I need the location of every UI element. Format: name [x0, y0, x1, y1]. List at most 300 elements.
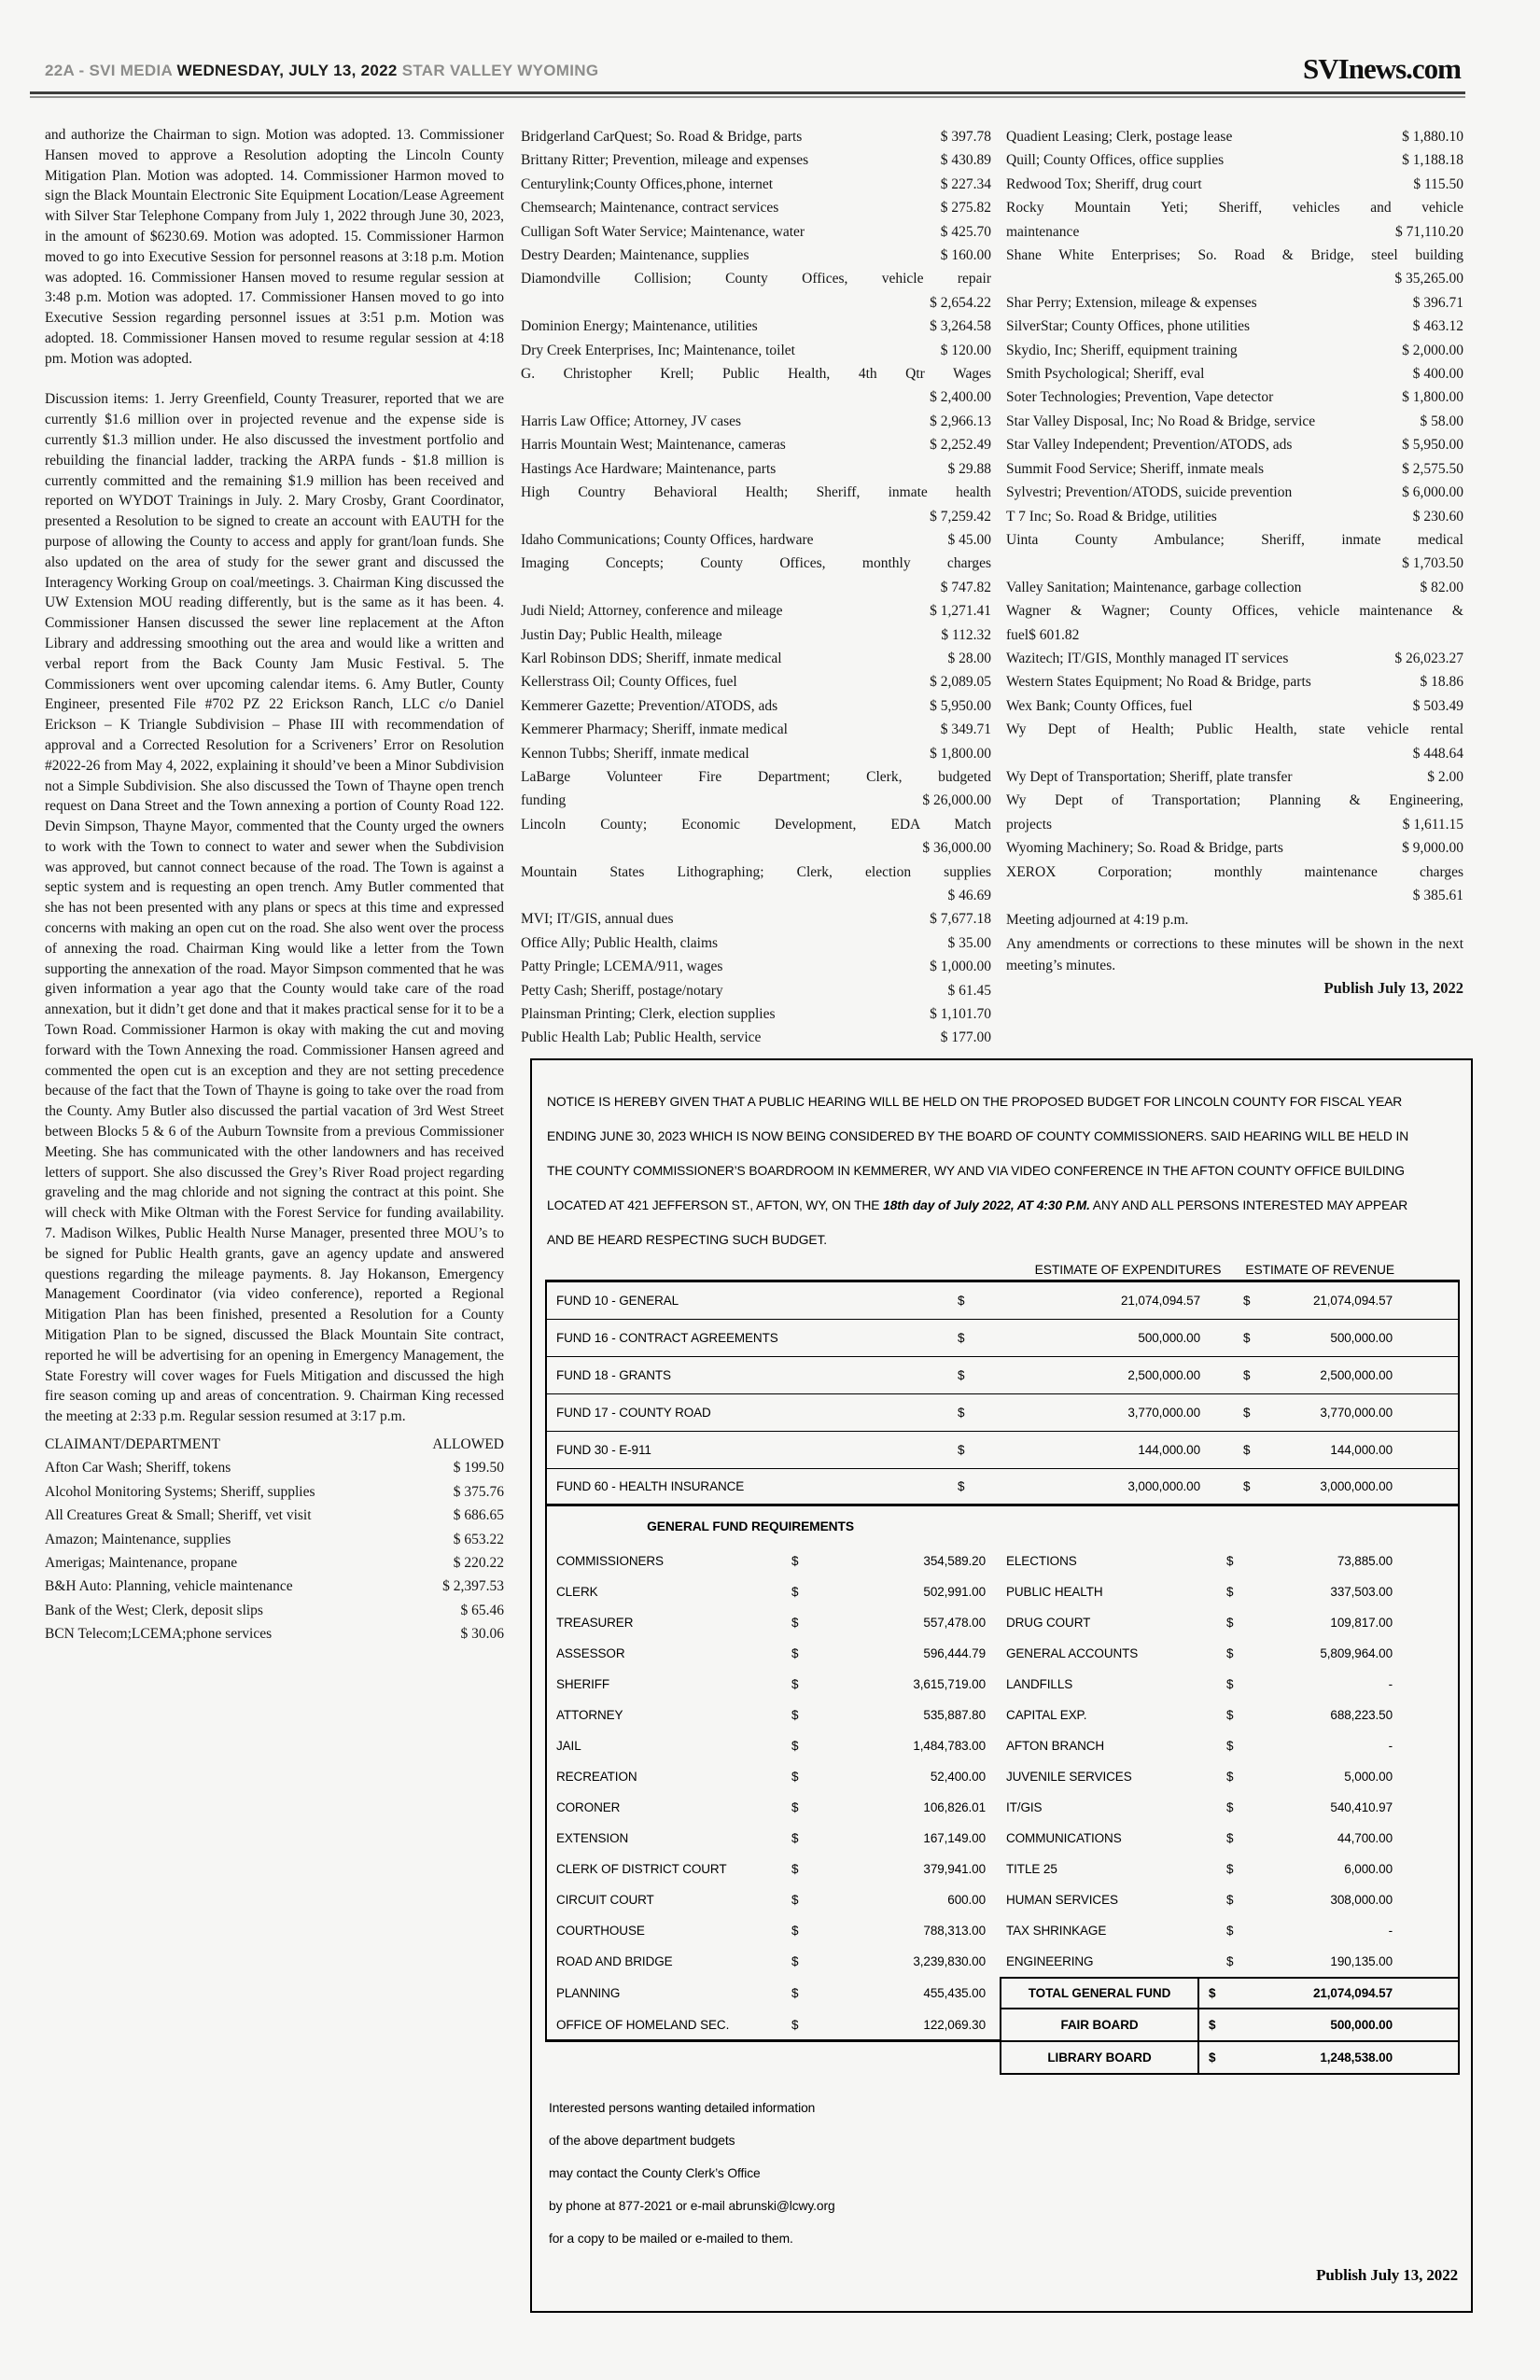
claim-name: Plainsman Printing; Clerk, election supplies — [521, 1006, 776, 1023]
claim-amount: $ 375.76 — [453, 1483, 504, 1500]
claim-amount: $ 7,677.18 — [930, 911, 991, 928]
department-label-right: ENGINEERING — [1006, 1954, 1094, 1968]
claim-amount: $ 3,264.58 — [930, 318, 991, 335]
dollar-sign: $ — [791, 1554, 799, 1568]
department-amount-left: 502,991.00 — [923, 1585, 986, 1599]
department-label-left: COURTHOUSE — [556, 1924, 645, 1938]
department-row — [545, 1669, 1458, 1700]
claim-name: Western States Equipment; No Road & Bridge, parts — [1006, 674, 1311, 691]
department-label-left: EXTENSION — [556, 1831, 629, 1845]
claim-name: Chemsearch; Maintenance, contract services — [521, 200, 779, 217]
claim-amount: $ 747.82 — [940, 579, 991, 595]
department-amount-left: 379,941.00 — [923, 1862, 986, 1876]
region-label: STAR VALLEY WYOMING — [401, 62, 599, 79]
fund-expenditure: 21,074,094.57 — [1120, 1294, 1200, 1308]
claim-name: Harris Mountain West; Maintenance, cameras — [521, 437, 786, 454]
claim-name: Brittany Ritter; Prevention, mileage and expenses — [521, 152, 809, 169]
claim-amount: $ 29.88 — [947, 460, 991, 477]
claim-amount: $ 9,000.00 — [1402, 840, 1463, 857]
department-label-right: TAX SHRINKAGE — [1006, 1924, 1107, 1938]
department-amount-right: - — [1388, 1677, 1393, 1691]
department-label-left: JAIL — [556, 1739, 581, 1753]
general-fund-requirements-title: GENERAL FUND REQUIREMENTS — [647, 1519, 854, 1533]
dollar-sign: $ — [1226, 1893, 1234, 1907]
claim-name: MVI; IT/GIS, annual dues — [521, 911, 674, 928]
department-amount-right: 688,223.50 — [1330, 1708, 1393, 1722]
dollar-sign: $ — [1243, 1368, 1251, 1382]
fund-revenue: 3,770,000.00 — [1320, 1406, 1393, 1420]
claim-amount: $ 61.45 — [947, 982, 991, 999]
claim-name: Harris Law Office; Attorney, JV cases — [521, 413, 742, 429]
fund-expenditure: 3,000,000.00 — [1127, 1479, 1200, 1493]
claim-amount: $ 2,966.13 — [930, 413, 991, 429]
dollar-sign: $ — [1243, 1443, 1251, 1457]
dollar-sign: $ — [1209, 2051, 1216, 2065]
contact-line: may contact the County Clerk’s Office — [549, 2166, 761, 2180]
claim-row — [521, 267, 991, 315]
department-amount-left: 535,887.80 — [923, 1708, 986, 1722]
claim-name: Wex Bank; County Offices, fuel — [1006, 697, 1193, 714]
claim-amount: $ 2,252.49 — [930, 437, 991, 454]
claim-name: Star Valley Independent; Prevention/ATODS, ads — [1006, 437, 1293, 454]
claim-amount: $ 1,000.00 — [930, 959, 991, 975]
claim-name: Afton Car Wash; Sheriff, tokens — [45, 1460, 231, 1477]
claim-name: Mountain States Lithographing; Clerk, election supplies — [521, 863, 991, 880]
claim-name: Karl Robinson DDS; Sheriff, inmate medical — [521, 650, 782, 666]
claim-amount: $ 1,101.70 — [930, 1006, 991, 1023]
department-amount-left: 106,826.01 — [923, 1800, 986, 1814]
claim-row — [1006, 457, 1463, 481]
dollar-sign: $ — [1226, 1585, 1234, 1599]
notice-paragraph — [539, 1085, 1424, 1257]
fund-expenditure: 2,500,000.00 — [1127, 1368, 1200, 1382]
department-label-right: IT/GIS — [1006, 1800, 1043, 1814]
dollar-sign: $ — [958, 1331, 965, 1345]
claim-row — [521, 173, 991, 196]
department-label-right: JUVENILE SERVICES — [1006, 1770, 1132, 1784]
department-label-left: ASSESSOR — [556, 1646, 625, 1660]
column-minutes — [45, 125, 504, 1646]
fund-label: FUND 18 - GRANTS — [556, 1368, 671, 1382]
fund-label: FUND 60 - HEALTH INSURANCE — [556, 1479, 745, 1493]
department-label-left: RECREATION — [556, 1770, 637, 1784]
claim-amount: $ 2,089.05 — [930, 674, 991, 691]
department-row — [545, 1915, 1458, 1946]
claim-name-cont: projects — [1006, 816, 1053, 833]
claim-row — [521, 931, 991, 955]
department-row — [545, 1854, 1458, 1884]
claim-name: Wy Dept of Transportation; Sheriff, plate transfer — [1006, 768, 1293, 785]
claim-amount: $ 275.82 — [940, 200, 991, 217]
claim-amount: $ 30.06 — [460, 1626, 504, 1643]
claim-amount: $ 1,800.00 — [930, 745, 991, 762]
dollar-sign: $ — [791, 1739, 799, 1753]
department-row — [545, 1823, 1458, 1854]
claim-name: Idaho Communications; County Offices, hardware — [521, 531, 814, 548]
department-label-right: COMMUNICATIONS — [1006, 1831, 1122, 1845]
claim-name: Justin Day; Public Health, mileage — [521, 626, 722, 643]
claim-name: Wagner & Wagner; County Offices, vehicle maintenance & — [1006, 603, 1463, 620]
department-amount-right: 44,700.00 — [1337, 1831, 1393, 1845]
department-row — [545, 1638, 1458, 1669]
claimant-list — [45, 1433, 504, 1646]
dollar-sign: $ — [1209, 2018, 1216, 2032]
claim-amount: $ 1,703.50 — [1402, 555, 1463, 572]
claim-row — [1006, 528, 1463, 576]
claim-name: LaBarge Volunteer Fire Department; Clerk, budgeted — [521, 768, 991, 785]
department-label-left: OFFICE OF HOMELAND SEC. — [556, 2017, 730, 2032]
claim-amount: $ 227.34 — [940, 175, 991, 192]
dollar-sign: $ — [791, 1770, 799, 1784]
funds-section — [545, 1282, 1458, 1506]
department-label-left: CLERK — [556, 1585, 598, 1599]
claim-row — [521, 148, 991, 172]
claim-amount: $ 28.00 — [947, 650, 991, 666]
claim-row — [45, 1504, 504, 1527]
fund-row — [545, 1320, 1458, 1357]
claim-amount: $ 230.60 — [1412, 508, 1463, 525]
claim-row — [1006, 148, 1463, 172]
department-label-left: SHERIFF — [556, 1677, 610, 1691]
fund-row — [545, 1432, 1458, 1469]
claim-amount: $ 2.00 — [1427, 768, 1463, 785]
claim-amount: $ 1,188.18 — [1402, 152, 1463, 169]
claim-name: Alcohol Monitoring Systems; Sheriff, supplies — [45, 1483, 315, 1500]
claim-row — [1006, 836, 1463, 860]
claim-row — [521, 362, 991, 410]
dollar-sign: $ — [791, 1893, 799, 1907]
claim-row — [45, 1480, 504, 1504]
claim-amount: $ 2,575.50 — [1402, 460, 1463, 477]
claim-amount: $ 199.50 — [453, 1460, 504, 1477]
claim-amount: $ 36,000.00 — [922, 840, 991, 857]
department-amount-left: 455,435.00 — [923, 1986, 986, 2000]
table-left-border — [545, 1282, 547, 2042]
claim-row — [521, 457, 991, 481]
claim-amount: $ 7,259.42 — [930, 508, 991, 525]
claim-row — [521, 481, 991, 528]
fund-revenue: 2,500,000.00 — [1320, 1368, 1393, 1382]
claim-name: Patty Pringle; LCEMA/911, wages — [521, 959, 723, 975]
claim-row — [1006, 694, 1463, 718]
claim-amount: $ 220.22 — [453, 1555, 504, 1572]
claim-amount: $ 5,950.00 — [1402, 437, 1463, 454]
claim-name: Dry Creek Enterprises, Inc; Maintenance, toilet — [521, 342, 795, 358]
claims-col1 — [45, 1456, 504, 1645]
dollar-sign: $ — [958, 1443, 965, 1457]
fund-label: FUND 17 - COUNTY ROAD — [556, 1406, 711, 1420]
claim-name: Redwood Tox; Sheriff, drug court — [1006, 175, 1202, 192]
claim-name: Star Valley Disposal, Inc; No Road & Bridge, service — [1006, 413, 1316, 429]
claim-amount: $ 71,110.20 — [1394, 223, 1463, 240]
claim-amount: $ 160.00 — [940, 247, 991, 264]
claim-amount: $ 1,880.10 — [1402, 129, 1463, 145]
department-amount-right: 190,135.00 — [1330, 1954, 1393, 1968]
claim-name: Dominion Energy; Maintenance, utilities — [521, 318, 758, 335]
claim-amount: $ 112.32 — [941, 626, 991, 643]
page-number: 22A - SVI MEDIA — [45, 62, 173, 79]
department-row — [545, 1792, 1458, 1823]
claim-amount: $ 177.00 — [940, 1029, 991, 1046]
dollar-sign: $ — [791, 2017, 799, 2032]
department-row — [545, 1946, 1458, 1977]
claim-row — [1006, 315, 1463, 338]
budget-table — [545, 1280, 1460, 2075]
hearing-datetime: 18th day of July 2022, AT 4:30 P.M. — [883, 1198, 1090, 1212]
claim-name: Imaging Concepts; County Offices, monthly charges — [521, 555, 991, 572]
contact-line: Interested persons wanting detailed information — [549, 2101, 816, 2115]
claim-row — [521, 861, 991, 908]
claim-name: T 7 Inc; So. Road & Bridge, utilities — [1006, 508, 1217, 525]
dollar-sign: $ — [791, 1924, 799, 1938]
dollar-sign: $ — [958, 1406, 965, 1420]
dollar-sign: $ — [1226, 1831, 1234, 1845]
claim-name: Valley Sanitation; Maintenance, garbage collection — [1006, 579, 1302, 595]
dollar-sign: $ — [958, 1294, 965, 1308]
department-amount-left: 3,239,830.00 — [913, 1954, 986, 1968]
summary-amount: 1,248,538.00 — [1320, 2051, 1393, 2065]
claim-amount: $ 35.00 — [947, 934, 991, 951]
claim-amount: $ 26,000.00 — [922, 792, 991, 809]
fund-label: FUND 10 - GENERAL — [556, 1294, 679, 1308]
claim-amount: $ 430.89 — [940, 152, 991, 169]
claim-row — [521, 647, 991, 670]
claim-row — [521, 623, 991, 647]
claim-row — [521, 670, 991, 693]
claim-row — [521, 196, 991, 219]
claim-name: Quill; County Offices, office supplies — [1006, 152, 1225, 169]
dollar-sign: $ — [1226, 1677, 1234, 1691]
dollar-sign: $ — [1226, 1616, 1234, 1630]
claim-amount: $ 6,000.00 — [1402, 484, 1463, 501]
department-amount-right: 5,809,964.00 — [1320, 1646, 1393, 1660]
claim-row — [1006, 765, 1463, 789]
department-label-left: CLERK OF DISTRICT COURT — [556, 1862, 727, 1876]
department-amount-left: 1,484,783.00 — [913, 1739, 986, 1753]
dollar-sign: $ — [1243, 1479, 1251, 1493]
department-amount-right: 5,000.00 — [1344, 1770, 1393, 1784]
claim-name: Shane White Enterprises; So. Road & Bridge, steel building — [1006, 247, 1463, 264]
claim-amount: $ 58.00 — [1420, 413, 1463, 429]
fund-expenditure: 144,000.00 — [1138, 1443, 1200, 1457]
claimant-list-header — [45, 1433, 504, 1456]
claim-name: Summit Food Service; Sheriff, inmate meals — [1006, 460, 1265, 477]
department-amount-left: 596,444.79 — [923, 1646, 986, 1660]
dollar-sign: $ — [1226, 1924, 1234, 1938]
claim-row — [1006, 410, 1463, 433]
department-row — [545, 1700, 1458, 1730]
department-amount-right: - — [1388, 1739, 1393, 1753]
claim-row — [1006, 196, 1463, 244]
claim-row — [521, 244, 991, 267]
claim-name: BCN Telecom;LCEMA;phone services — [45, 1626, 273, 1643]
claim-name: Public Health Lab; Public Health, service — [521, 1029, 762, 1046]
contact-line: for a copy to be mailed or e-mailed to them. — [549, 2232, 793, 2246]
department-amount-right: 337,503.00 — [1330, 1585, 1393, 1599]
fund-expenditure: 3,770,000.00 — [1127, 1406, 1200, 1420]
dollar-sign: $ — [791, 1677, 799, 1691]
department-label-right: DRUG COURT — [1006, 1616, 1091, 1630]
claim-name-cont: maintenance — [1006, 223, 1080, 240]
department-amount-left: 122,069.30 — [923, 2017, 986, 2032]
dollar-sign: $ — [1226, 1770, 1234, 1784]
dollar-sign: $ — [1226, 1708, 1234, 1722]
claim-row — [1006, 670, 1463, 693]
claim-name: Diamondville Collision; County Offices, vehicle repair — [521, 271, 991, 287]
dollar-sign: $ — [1226, 1646, 1234, 1660]
contact-info — [549, 2092, 1465, 2255]
estimate-expenditures-header: ESTIMATE OF EXPENDITURES — [1034, 1263, 1222, 1277]
department-row — [545, 1730, 1458, 1761]
claim-name: Judi Nield; Attorney, conference and mileage — [521, 603, 783, 620]
dollar-sign: $ — [791, 1616, 799, 1630]
claim-name: Amazon; Maintenance, supplies — [45, 1531, 231, 1547]
notice-text-end: ANY AND ALL PERSONS INTERESTED MAY APPEAR AND BE HEARD RESPECTING SUCH BUDGET. — [547, 1198, 1408, 1247]
dollar-sign: $ — [791, 1646, 799, 1660]
dollar-sign: $ — [958, 1368, 965, 1382]
claim-amount: $ 463.12 — [1412, 318, 1463, 335]
claim-name: XEROX Corporation; monthly maintenance charges — [1006, 863, 1463, 880]
claim-amount: $ 1,611.15 — [1402, 816, 1463, 833]
claim-name: Smith Psychological; Sheriff, eval — [1006, 366, 1205, 383]
claim-row — [45, 1622, 504, 1645]
dollar-sign: $ — [1209, 1986, 1216, 2000]
claim-row — [45, 1528, 504, 1551]
claim-amount: $ 2,000.00 — [1402, 342, 1463, 358]
dollar-sign: $ — [791, 1954, 799, 1968]
summary-label: LIBRARY BOARD — [1001, 2042, 1199, 2073]
adjourned-line: Meeting adjourned at 4:19 p.m. — [1006, 912, 1189, 929]
claim-amount: $ 653.22 — [453, 1531, 504, 1547]
minutes-paragraph-1: and authorize the Chairman to sign. Motion was adopted. 13. Commissioner Hansen moved to approve a Resolution adopting the Lincoln County Mitigation Plan. Motion was adopted. 14. Commissioner Harmon moved to sign the Black Mountain Electronic Site Equipment Location/Lease Agreement with Silver Star Telephone Company from July 1, 2022 through June 30, 2023, in the amount of $6230.69. Motion was adopted. 15. Commissioner Harmon moved to go into Executive Session for personnel reasons at 3:18 p.m. Motion was adopted. 16. Commissioner Hansen moved to resume regular session at 3:48 p.m. Motion was adopted. 17. Commissioner Hansen moved to go into Executive Session regarding personnel issues at 3:51 p.m. Motion was adopted. 18. Commissioner Hansen moved to resume regular session at 4:18 pm. Motion was adopted. — [45, 127, 504, 367]
department-amount-right: 73,885.00 — [1337, 1554, 1393, 1568]
claim-row — [45, 1575, 504, 1598]
fund-revenue: 144,000.00 — [1330, 1443, 1393, 1457]
claim-name: Skydio, Inc; Sheriff, equipment training — [1006, 342, 1238, 358]
dollar-sign: $ — [791, 1986, 799, 2000]
claim-row — [1006, 505, 1463, 528]
summary-box-cell — [1000, 2042, 1458, 2075]
publish-date-notice: Publish July 13, 2022 — [1316, 2266, 1458, 2284]
claim-name: Wy Dept of Transportation; Planning & Engineering, — [1006, 792, 1463, 809]
page-header-left — [45, 62, 598, 80]
claim-amount: $ 26,023.27 — [1394, 650, 1463, 666]
department-amount-left: 354,589.20 — [923, 1554, 986, 1568]
summary-section — [545, 1977, 1458, 2075]
dollar-sign: $ — [791, 1800, 799, 1814]
claim-name: Destry Dearden; Maintenance, supplies — [521, 247, 749, 264]
claim-row — [521, 694, 991, 718]
department-label-left: COMMISSIONERS — [556, 1554, 664, 1568]
claim-name: G. Christopher Krell; Public Health, 4th Qtr Wages — [521, 366, 991, 383]
claim-amount: $ 686.65 — [453, 1507, 504, 1524]
summary-row — [545, 2009, 1458, 2042]
claim-amount: $ 5,950.00 — [930, 697, 991, 714]
claim-name: High Country Behavioral Health; Sheriff, inmate health — [521, 484, 991, 501]
minutes-paragraph-2: Discussion items: 1. Jerry Greenfield, County Treasurer, reported that we are currently $1.6 million over in projected revenue and the expense side is currently $1.3 million under. He also discussed the investment portfolio and rebuilding the financial ladder, tracking the ARPA funds - $1.8 million is currently committed and the remaining $1.9 million has been received and reported on WYDOT Trainings in July. 2. Mary Crosby, Grant Coordinator, presented a Resolution to be signed to create an account with EAUTH for the purpose of allowing the County to access and apply for grant/loan funds. She also updated on the area of study for the sewer grant and discussed the Interagency Working Group on coal/meetings. 3. Chairman King discussed the UW Extension MOU reading differently, but is the same as it has been. 4. Commissioner Hansen discussed the sewer line replacement at the Afton Library and addressing smoothing out the area and would like a written and verbal report from the Back County Jam Music Festival. 5. The Commissioners went over upcoming calendar items. 6. Amy Butler, County Engineer, presented File #702 PZ 22 Erickson Ranch, LLC c/o Daniel Erickson – K Triangle Subdivision – Phase III with recommendation of approval and a Corrected Resolution for a Scriveners’ Error on Resolution #2022-26 from May 4, 2022, explaining it should’ve been a Minor Subdivision not a Simple Subdivision. She also discussed the Town of Thayne open trench request on Dana Street and the Town annexing a portion of County Road 122. Devin Simpson, Thayne Mayor, commented that the County urged the owners to work with the Town to connect to water and sewer when the Subdivision was approved, but cannot connect because of the road. The Town is against a septic system and is requesting an open trench. Amy Butler commented that she has not been presented with any plans or specs at this time and expressed concerns with making an open cut on the road. She also went over the process of annexing the road. Chairman King would like a letter from the Town supporting the annexation of the road. Mayor Simpson commented that he was given information a year ago that the County would take care of the road annexation, but it didn’t get done and that it makes practical sense for it to be a Town Road. Commissioner Harmon is okay with making the cut and moving forward with the Town Annexing the road. Commissioner Hansen agreed and commented the open cut is an exception and they are not setting precedence because of the fact that the Town of Thayne is going to take over the road from the County. Amy Butler also discussed the partial vacation of 3rd West Street between Blocks 5 & 6 of the Auburn Townsite from a previous Commissioner Meeting. She has communicated with the other landowners and has received letters of support. She also discussed the Grey’s River Road project regarding graveling and the mag chloride and not signing the contract at this point. She will check with Mike Oltman with the Forest Service for funding availability. 7. Madison Wilkes, Public Health Nurse Manager, presented three MOU’s to be signed for Public Health grants, gave an agency update and answered questions regarding the mileage payments. 8. Jay Hokanson, Emergency Management Coordinator (via video conference), reported a Regional Mitigation Plan has been finished, presented a Resolution for a County Mitigation Plan to be signed, discussed the Black Mountain Site contract, reported he will be advertising for an opening in Emergency Management, the State Forestry will cover wages for Fuels Mitigation and discussed the high fire season coming up and areas of concentration. 9. Chairman King recessed the meeting at 2:33 p.m. Regular session resumed at 3:17 p.m. — [45, 391, 504, 1425]
claim-amount: $ 65.46 — [460, 1602, 504, 1618]
claim-amount: $ 503.49 — [1412, 697, 1463, 714]
fund-row — [545, 1394, 1458, 1432]
claim-row — [521, 742, 991, 765]
department-amount-left: 3,615,719.00 — [913, 1677, 986, 1691]
department-row — [545, 1607, 1458, 1638]
claim-amount: $ 2,400.00 — [930, 389, 991, 406]
claim-amount: $ 1,271.41 — [930, 603, 991, 620]
department-amount-left: 167,149.00 — [923, 1831, 986, 1845]
issue-date: WEDNESDAY, JULY 13, 2022 — [176, 62, 398, 79]
department-row — [545, 1761, 1458, 1792]
claim-row — [1006, 362, 1463, 385]
department-amount-right: 540,410.97 — [1330, 1800, 1393, 1814]
claim-row — [45, 1456, 504, 1479]
claim-amount: $ 2,654.22 — [930, 294, 991, 311]
claim-name: Kellerstrass Oil; County Offices, fuel — [521, 674, 737, 691]
dollar-sign: $ — [958, 1479, 965, 1493]
claim-row — [1006, 718, 1463, 765]
column-claims-2 — [521, 125, 991, 1050]
department-amount-right: 6,000.00 — [1344, 1862, 1393, 1876]
department-label-right: TITLE 25 — [1006, 1862, 1057, 1876]
dollar-sign: $ — [1226, 1862, 1234, 1876]
claim-name: SilverStar; County Offices, phone utilities — [1006, 318, 1251, 335]
claim-row — [521, 979, 991, 1002]
summary-amount: 500,000.00 — [1330, 2018, 1393, 2032]
claim-amount: $ 35,265.00 — [1394, 271, 1463, 287]
claim-name: Bridgerland CarQuest; So. Road & Bridge, parts — [521, 129, 803, 145]
site-logo: SVInews.com — [1303, 52, 1461, 85]
claim-name-cont: funding — [521, 792, 567, 809]
department-label-right: GENERAL ACCOUNTS — [1006, 1646, 1139, 1660]
claim-row — [1006, 339, 1463, 362]
fund-revenue: 500,000.00 — [1330, 1331, 1393, 1345]
claim-name: Lincoln County; Economic Development, EDA Match — [521, 816, 991, 833]
column-claims-3 — [1006, 125, 1463, 1000]
dollar-sign: $ — [1243, 1294, 1251, 1308]
claim-row — [1006, 385, 1463, 409]
claim-name: Soter Technologies; Prevention, Vape detector — [1006, 389, 1274, 406]
claim-name: Amerigas; Maintenance, propane — [45, 1555, 238, 1572]
fund-row — [545, 1469, 1458, 1506]
department-label-right: PUBLIC HEALTH — [1006, 1585, 1103, 1599]
contact-line: of the above department budgets — [549, 2134, 735, 2148]
dollar-sign: $ — [791, 1862, 799, 1876]
department-label-right: HUMAN SERVICES — [1006, 1893, 1118, 1907]
claim-name: Centurylink;County Offices,phone, internet — [521, 175, 774, 192]
summary-row — [545, 2042, 1458, 2075]
fund-row — [545, 1357, 1458, 1394]
claim-name: B&H Auto: Planning, vehicle maintenance — [45, 1578, 293, 1595]
claim-row — [1006, 599, 1463, 647]
claim-row — [1006, 173, 1463, 196]
department-amount-left: 788,313.00 — [923, 1924, 986, 1938]
summary-label: FAIR BOARD — [1001, 2009, 1199, 2040]
estimate-revenue-header: ESTIMATE OF REVENUE — [1245, 1263, 1394, 1277]
dollar-sign: $ — [1226, 1739, 1234, 1753]
claim-row — [521, 552, 991, 599]
fund-row — [545, 1282, 1458, 1320]
claim-amount: $ 45.00 — [947, 531, 991, 548]
department-label-left: CIRCUIT COURT — [556, 1893, 654, 1907]
dollar-sign: $ — [1226, 1554, 1234, 1568]
claim-name: Hastings Ace Hardware; Maintenance, parts — [521, 460, 777, 477]
claim-name: Office Ally; Public Health, claims — [521, 934, 719, 951]
dollar-sign: $ — [1226, 1954, 1234, 1968]
claim-row — [1006, 576, 1463, 599]
department-row — [545, 1576, 1458, 1607]
claim-row — [1006, 244, 1463, 291]
summary-box-cell — [1000, 1977, 1458, 2009]
